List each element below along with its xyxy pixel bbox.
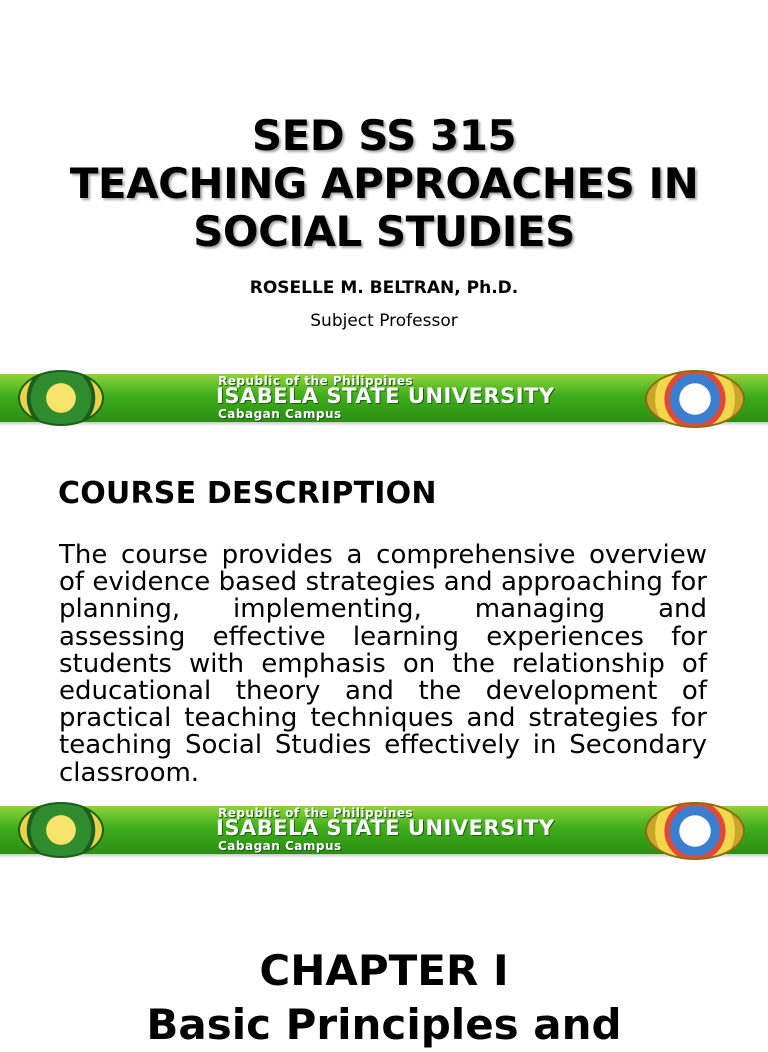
banner-campus: Cabagan Campus [218, 839, 342, 853]
chapter-subtitle: Basic Principles and [146, 1000, 622, 1049]
university-seal-icon [18, 802, 104, 858]
professor-role: Subject Professor [310, 311, 458, 331]
university-banner [0, 802, 768, 862]
banner-campus: Cabagan Campus [218, 407, 342, 421]
banner-republic: Republic of the Philippines [218, 374, 414, 388]
course-title [0, 112, 768, 256]
professor-name: ROSELLE M. BELTRAN, Ph.D. [249, 278, 519, 298]
course-title-line-3: SOCIAL STUDIES [193, 207, 575, 256]
campus-seal-icon [645, 370, 745, 428]
title-slide [0, 0, 768, 372]
course-description-heading: COURSE DESCRIPTION [58, 476, 437, 511]
campus-seal-icon [645, 802, 745, 860]
course-description-body: The course provides a comprehensive overview of evidence based strategies and approaching for planning, implementing, managing and assessing effective learning experiences for students with emphasis on the relationship of educational theory and the development of practical teaching techniques and strategies for teaching Social Studies effectively in Secondary classroom. [59, 540, 707, 788]
banner-republic: Republic of the Philippines [218, 806, 414, 820]
banner-university-name: ISABELA STATE UNIVERSITY [216, 816, 555, 840]
chapter-title: CHAPTER I [259, 946, 509, 995]
university-banner [0, 370, 768, 430]
course-title-line-2: TEACHING APPROACHES IN [69, 159, 699, 208]
university-seal-icon [18, 370, 104, 426]
banner-university-name: ISABELA STATE UNIVERSITY [216, 384, 555, 408]
course-code: SED SS 315 [251, 111, 517, 160]
